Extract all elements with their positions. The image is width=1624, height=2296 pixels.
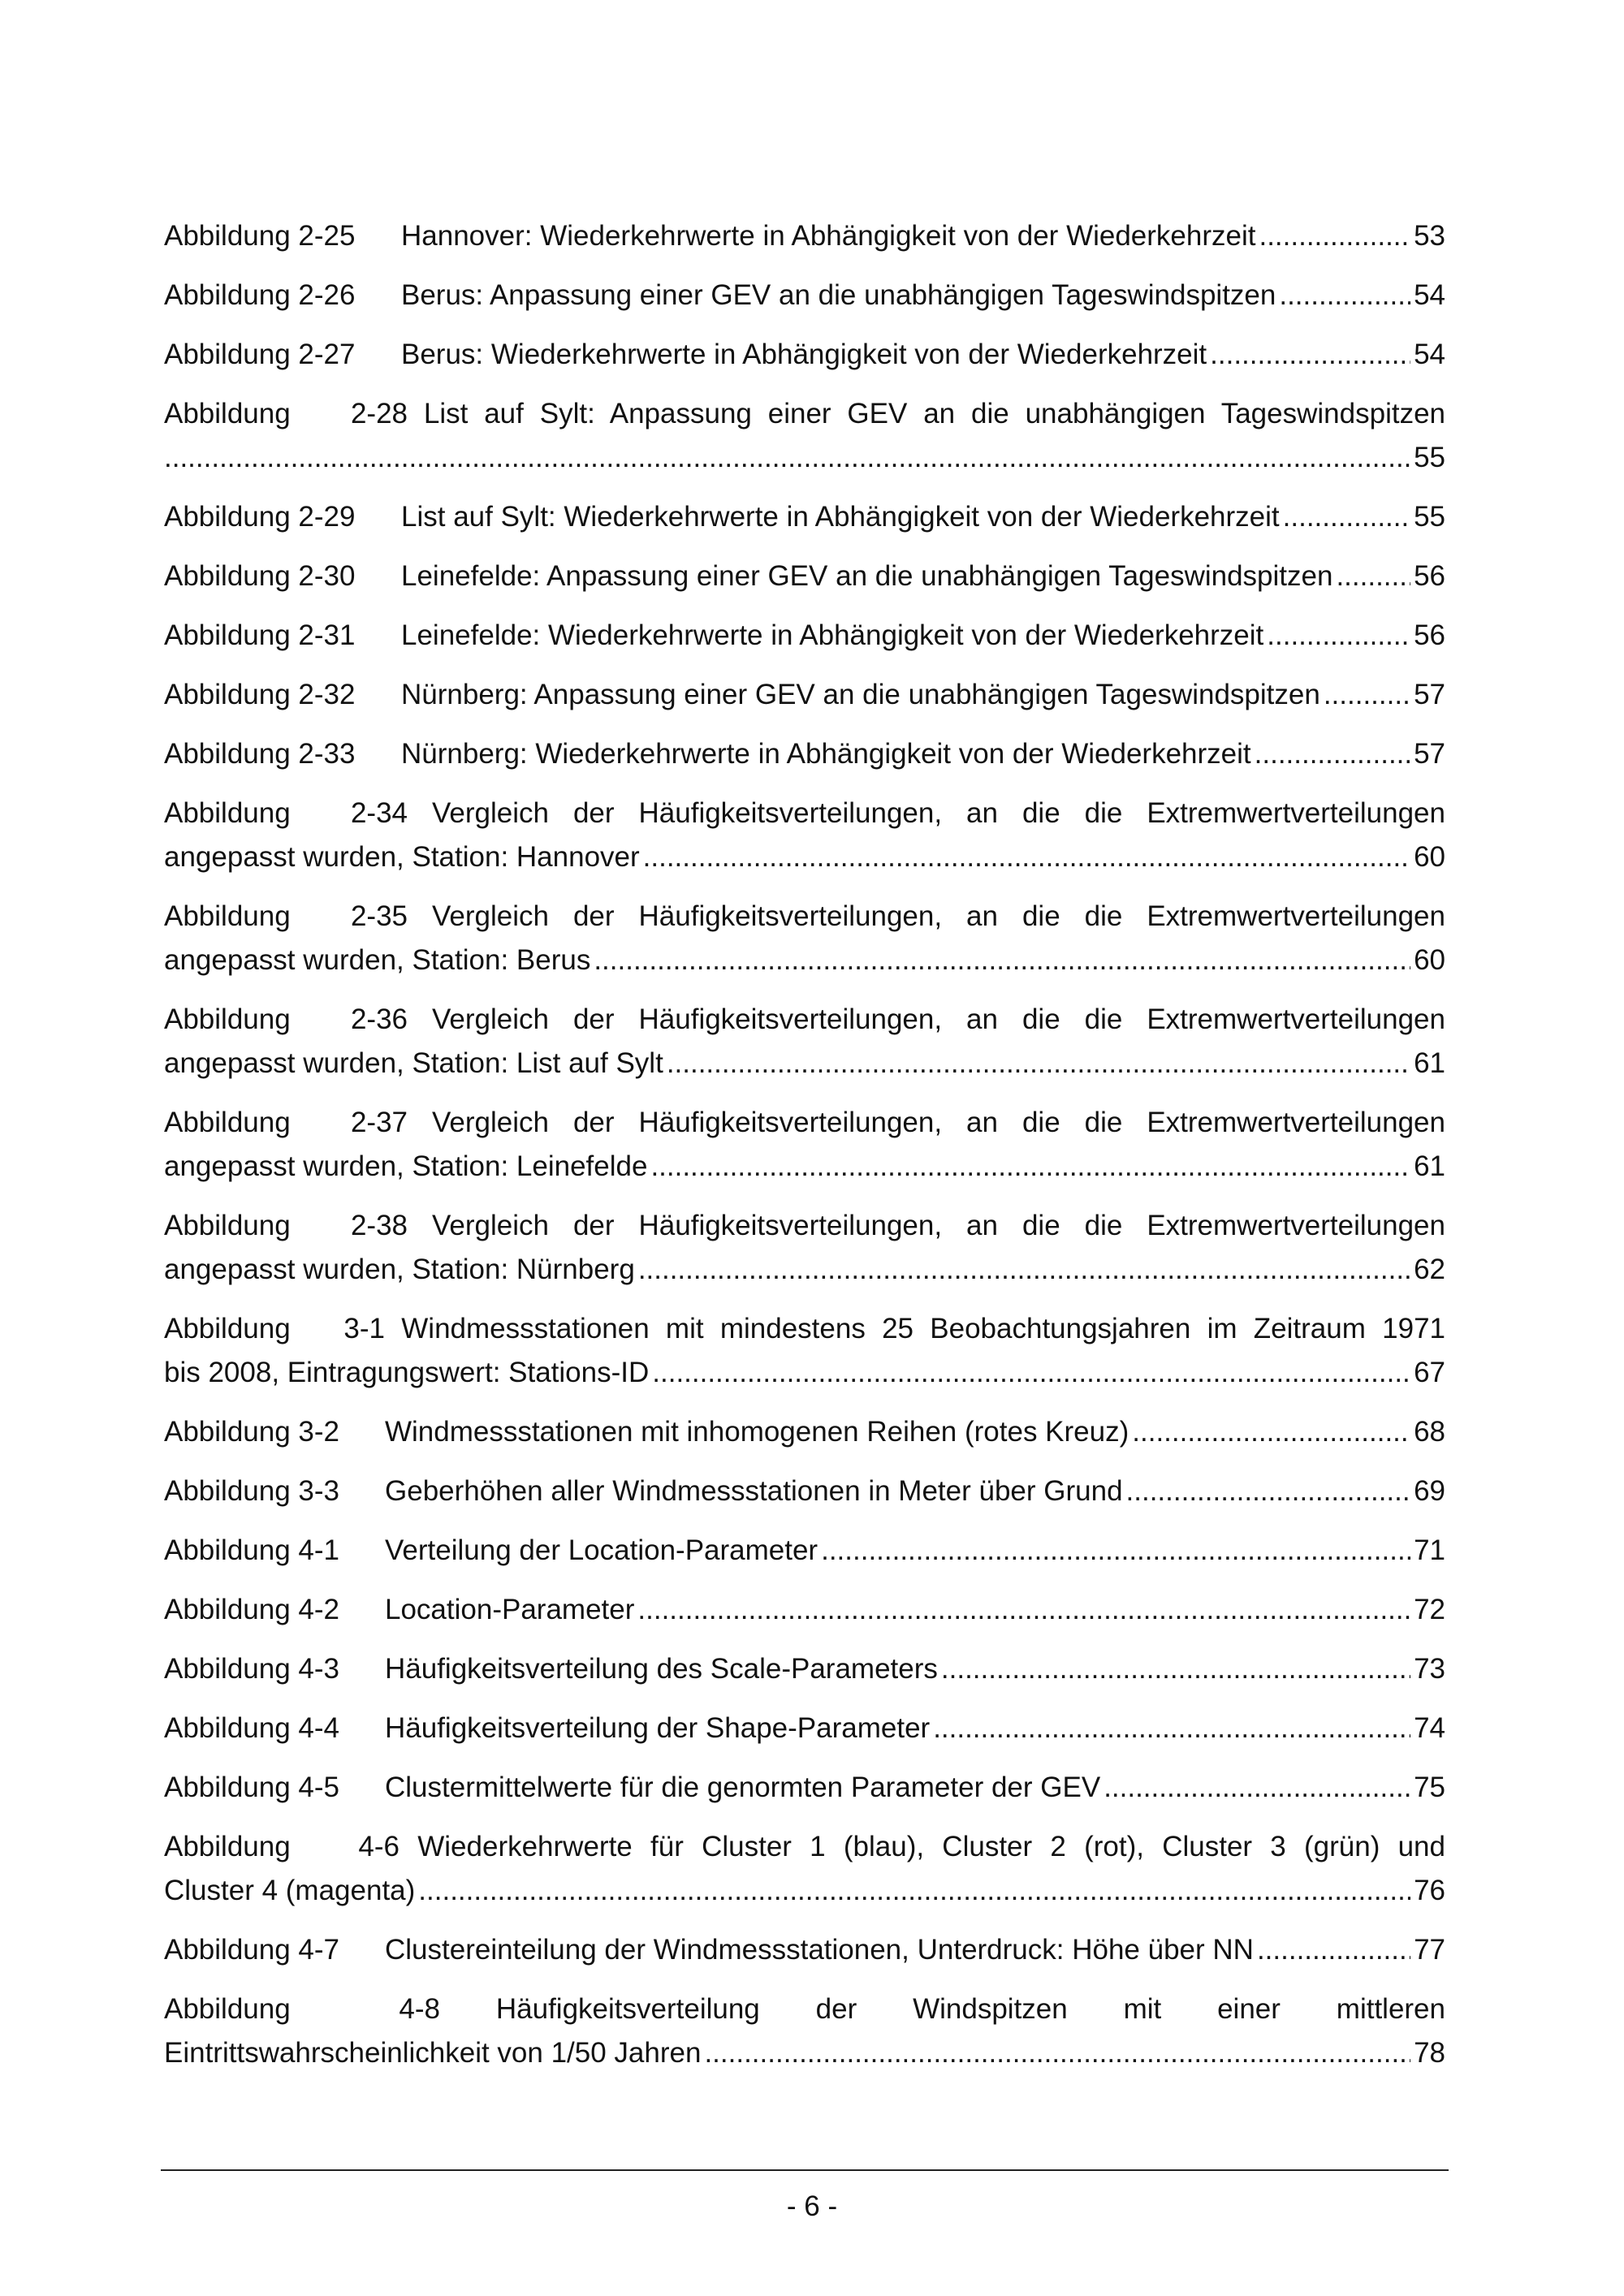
figure-label: Abbildung 3-1 — [164, 1313, 385, 1344]
figure-title: Häufigkeitsverteilung der Shape-Parameter — [385, 1712, 931, 1744]
toc-entry[interactable] — [164, 1987, 1445, 2075]
figure-label: Abbildung 2-34 — [164, 797, 408, 829]
dot-leader — [643, 835, 1410, 879]
list-of-figures — [164, 214, 1445, 2075]
page-ref: 53 — [1414, 220, 1445, 252]
page-ref: 75 — [1414, 1772, 1445, 1803]
page-ref: 54 — [1414, 279, 1445, 311]
figure-title: Häufigkeitsverteilung des Scale-Parameters — [385, 1653, 938, 1685]
figure-title: Nürnberg: Wiederkehrwerte in Abhängigkeit von der Wiederkehrzeit — [401, 738, 1251, 770]
figure-label: Abbildung 2-25 — [164, 220, 356, 252]
figure-label: Abbildung 2-37 — [164, 1107, 408, 1138]
dot-leader — [1279, 274, 1410, 317]
toc-entry[interactable] — [164, 1588, 1445, 1632]
page-ref: 54 — [1414, 339, 1445, 370]
toc-entry[interactable] — [164, 998, 1445, 1085]
figure-title-continued: angepasst wurden, Station: List auf Sylt — [164, 1047, 663, 1079]
figure-title-continued: Eintrittswahrscheinlichkeit von 1/50 Jahren — [164, 2037, 702, 2069]
figure-label: Abbildung 2-33 — [164, 738, 356, 770]
figure-title: Windmessstationen mit inhomogenen Reihen (rotes Kreuz) — [385, 1416, 1129, 1448]
toc-entry[interactable] — [164, 1766, 1445, 1810]
toc-entry[interactable] — [164, 1101, 1445, 1189]
figure-title-continued: angepasst wurden, Station: Berus — [164, 944, 591, 976]
dot-leader — [704, 2031, 1410, 2075]
page-ref: 60 — [1414, 944, 1445, 976]
figure-label: Abbildung 4-6 — [164, 1831, 400, 1862]
dot-leader — [1336, 555, 1410, 598]
toc-entry[interactable] — [164, 1204, 1445, 1292]
page-ref: 56 — [1414, 619, 1445, 651]
toc-entry[interactable] — [164, 1307, 1445, 1395]
dot-leader — [667, 1042, 1410, 1085]
dot-leader — [1210, 333, 1410, 377]
dot-leader — [1324, 673, 1410, 717]
dot-leader — [638, 1248, 1410, 1292]
toc-entry[interactable] — [164, 1410, 1445, 1454]
toc-entry[interactable] — [164, 792, 1445, 879]
page-ref: 57 — [1414, 738, 1445, 770]
page-ref: 60 — [1414, 841, 1445, 873]
figure-label: Abbildung 3-3 — [164, 1475, 339, 1507]
figure-label: Abbildung 4-3 — [164, 1653, 339, 1685]
page-ref: 61 — [1414, 1047, 1445, 1079]
dot-leader — [1255, 732, 1410, 776]
toc-entry[interactable] — [164, 333, 1445, 377]
dot-leader — [821, 1529, 1410, 1573]
dot-leader — [652, 1351, 1410, 1395]
figure-title: Hannover: Wiederkehrwerte in Abhängigkeit von der Wiederkehrzeit — [401, 220, 1256, 252]
figure-label: Abbildung 4-1 — [164, 1534, 339, 1566]
page-ref: 76 — [1414, 1875, 1445, 1906]
figure-title: Vergleich der Häufigkeitsverteilungen, an die die Extremwertverteilungen — [431, 900, 1445, 932]
page-ref: 73 — [1414, 1653, 1445, 1685]
page-number: - 6 - — [786, 2190, 838, 2222]
dot-leader — [164, 436, 1410, 480]
figure-label: Abbildung 4-2 — [164, 1594, 339, 1625]
dot-leader — [1283, 495, 1410, 539]
figure-title: Leinefelde: Wiederkehrwerte in Abhängigkeit von der Wiederkehrzeit — [401, 619, 1264, 651]
dot-leader — [941, 1647, 1410, 1691]
figure-label: Abbildung 2-35 — [164, 900, 408, 932]
figure-label: Abbildung 3-2 — [164, 1416, 339, 1448]
toc-entry[interactable] — [164, 1825, 1445, 1913]
toc-entry[interactable] — [164, 274, 1445, 317]
figure-title: Vergleich der Häufigkeitsverteilungen, an die die Extremwertverteilungen — [431, 797, 1445, 829]
figure-label: Abbildung 2-36 — [164, 1003, 408, 1035]
footer-rule — [161, 2169, 1449, 2171]
dot-leader — [1267, 614, 1410, 658]
page-ref: 56 — [1414, 560, 1445, 592]
page-ref: 61 — [1414, 1150, 1445, 1182]
page-ref: 57 — [1414, 679, 1445, 710]
figure-label: Abbildung 2-28 — [164, 398, 408, 429]
dot-leader — [594, 939, 1410, 982]
toc-entry[interactable] — [164, 392, 1445, 480]
toc-entry[interactable] — [164, 1529, 1445, 1573]
figure-label: Abbildung 4-4 — [164, 1712, 339, 1744]
figure-title: Nürnberg: Anpassung einer GEV an die unabhängigen Tageswindspitzen — [401, 679, 1320, 710]
dot-leader — [1132, 1410, 1410, 1454]
figure-title: Vergleich der Häufigkeitsverteilungen, an die die Extremwertverteilungen — [431, 1003, 1445, 1035]
page-ref: 69 — [1414, 1475, 1445, 1507]
page-ref: 68 — [1414, 1416, 1445, 1448]
page-ref: 62 — [1414, 1254, 1445, 1285]
figure-label: Abbildung 2-27 — [164, 339, 356, 370]
page-ref: 77 — [1414, 1934, 1445, 1966]
figure-label: Abbildung 4-5 — [164, 1772, 339, 1803]
figure-title-continued: angepasst wurden, Station: Hannover — [164, 841, 640, 873]
figure-title: Verteilung der Location-Parameter — [385, 1534, 818, 1566]
page-ref: 71 — [1414, 1534, 1445, 1566]
figure-label: Abbildung 4-7 — [164, 1934, 339, 1966]
figure-title: Vergleich der Häufigkeitsverteilungen, an die die Extremwertverteilungen — [431, 1107, 1445, 1138]
figure-title: Windmessstationen mit mindestens 25 Beobachtungsjahren im Zeitraum 1971 — [401, 1313, 1445, 1344]
page-ref: 72 — [1414, 1594, 1445, 1625]
figure-title-continued: angepasst wurden, Station: Leinefelde — [164, 1150, 648, 1182]
page-ref: 78 — [1414, 2037, 1445, 2069]
toc-entry[interactable] — [164, 1928, 1445, 1972]
toc-entry[interactable] — [164, 555, 1445, 598]
figure-label: Abbildung 2-29 — [164, 501, 356, 533]
toc-entry[interactable] — [164, 214, 1445, 258]
figure-title-continued: Cluster 4 (magenta) — [164, 1875, 416, 1906]
figure-label: Abbildung 2-38 — [164, 1210, 408, 1241]
dot-leader — [933, 1707, 1410, 1750]
figure-title: Location-Parameter — [385, 1594, 635, 1625]
toc-entry[interactable] — [164, 1470, 1445, 1513]
dot-leader — [650, 1145, 1410, 1189]
figure-title: Geberhöhen aller Windmessstationen in Meter über Grund — [385, 1475, 1123, 1507]
figure-title: Berus: Wiederkehrwerte in Abhängigkeit von der Wiederkehrzeit — [401, 339, 1207, 370]
page-ref: 74 — [1414, 1712, 1445, 1744]
toc-entry[interactable] — [164, 1647, 1445, 1691]
figure-label: Abbildung 2-31 — [164, 619, 356, 651]
figure-title: List auf Sylt: Anpassung einer GEV an die unabhängigen Tageswindspitzen — [423, 398, 1445, 429]
dot-leader — [1259, 214, 1410, 258]
page-ref: 55 — [1414, 442, 1445, 473]
dot-leader — [1257, 1928, 1410, 1972]
figure-label: Abbildung 2-30 — [164, 560, 356, 592]
dot-leader — [1104, 1766, 1410, 1810]
page-ref: 67 — [1414, 1357, 1445, 1388]
figure-title: Leinefelde: Anpassung einer GEV an die unabhängigen Tageswindspitzen — [401, 560, 1333, 592]
figure-title: Clustereinteilung der Windmessstationen, Unterdruck: Höhe über NN — [385, 1934, 1254, 1966]
figure-title-continued: angepasst wurden, Station: Nürnberg — [164, 1254, 635, 1285]
toc-entry[interactable] — [164, 1707, 1445, 1750]
figure-title: Vergleich der Häufigkeitsverteilungen, an die die Extremwertverteilungen — [431, 1210, 1445, 1241]
page-ref: 55 — [1414, 501, 1445, 533]
figure-label: Abbildung 2-26 — [164, 279, 356, 311]
dot-leader — [637, 1588, 1410, 1632]
figure-title: Clustermittelwerte für die genormten Parameter der GEV — [385, 1772, 1101, 1803]
figure-title-continued: bis 2008, Eintragungswert: Stations-ID — [164, 1357, 650, 1388]
toc-entry[interactable] — [164, 895, 1445, 982]
figure-title: Wiederkehrwerte für Cluster 1 (blau), Cluster 2 (rot), Cluster 3 (grün) und — [417, 1831, 1445, 1862]
figure-label: Abbildung 2-32 — [164, 679, 356, 710]
dot-leader — [1126, 1470, 1411, 1513]
toc-entry[interactable] — [164, 732, 1445, 776]
figure-title: Häufigkeitsverteilung der Windspitzen mit einer mittleren — [495, 1993, 1445, 2025]
dot-leader — [418, 1869, 1410, 1913]
figure-title: Berus: Anpassung einer GEV an die unabhängigen Tageswindspitzen — [401, 279, 1276, 311]
toc-entry[interactable] — [164, 614, 1445, 658]
toc-entry[interactable] — [164, 673, 1445, 717]
figure-title: List auf Sylt: Wiederkehrwerte in Abhängigkeit von der Wiederkehrzeit — [401, 501, 1280, 533]
toc-entry[interactable] — [164, 495, 1445, 539]
figure-label: Abbildung 4-8 — [164, 1993, 440, 2025]
